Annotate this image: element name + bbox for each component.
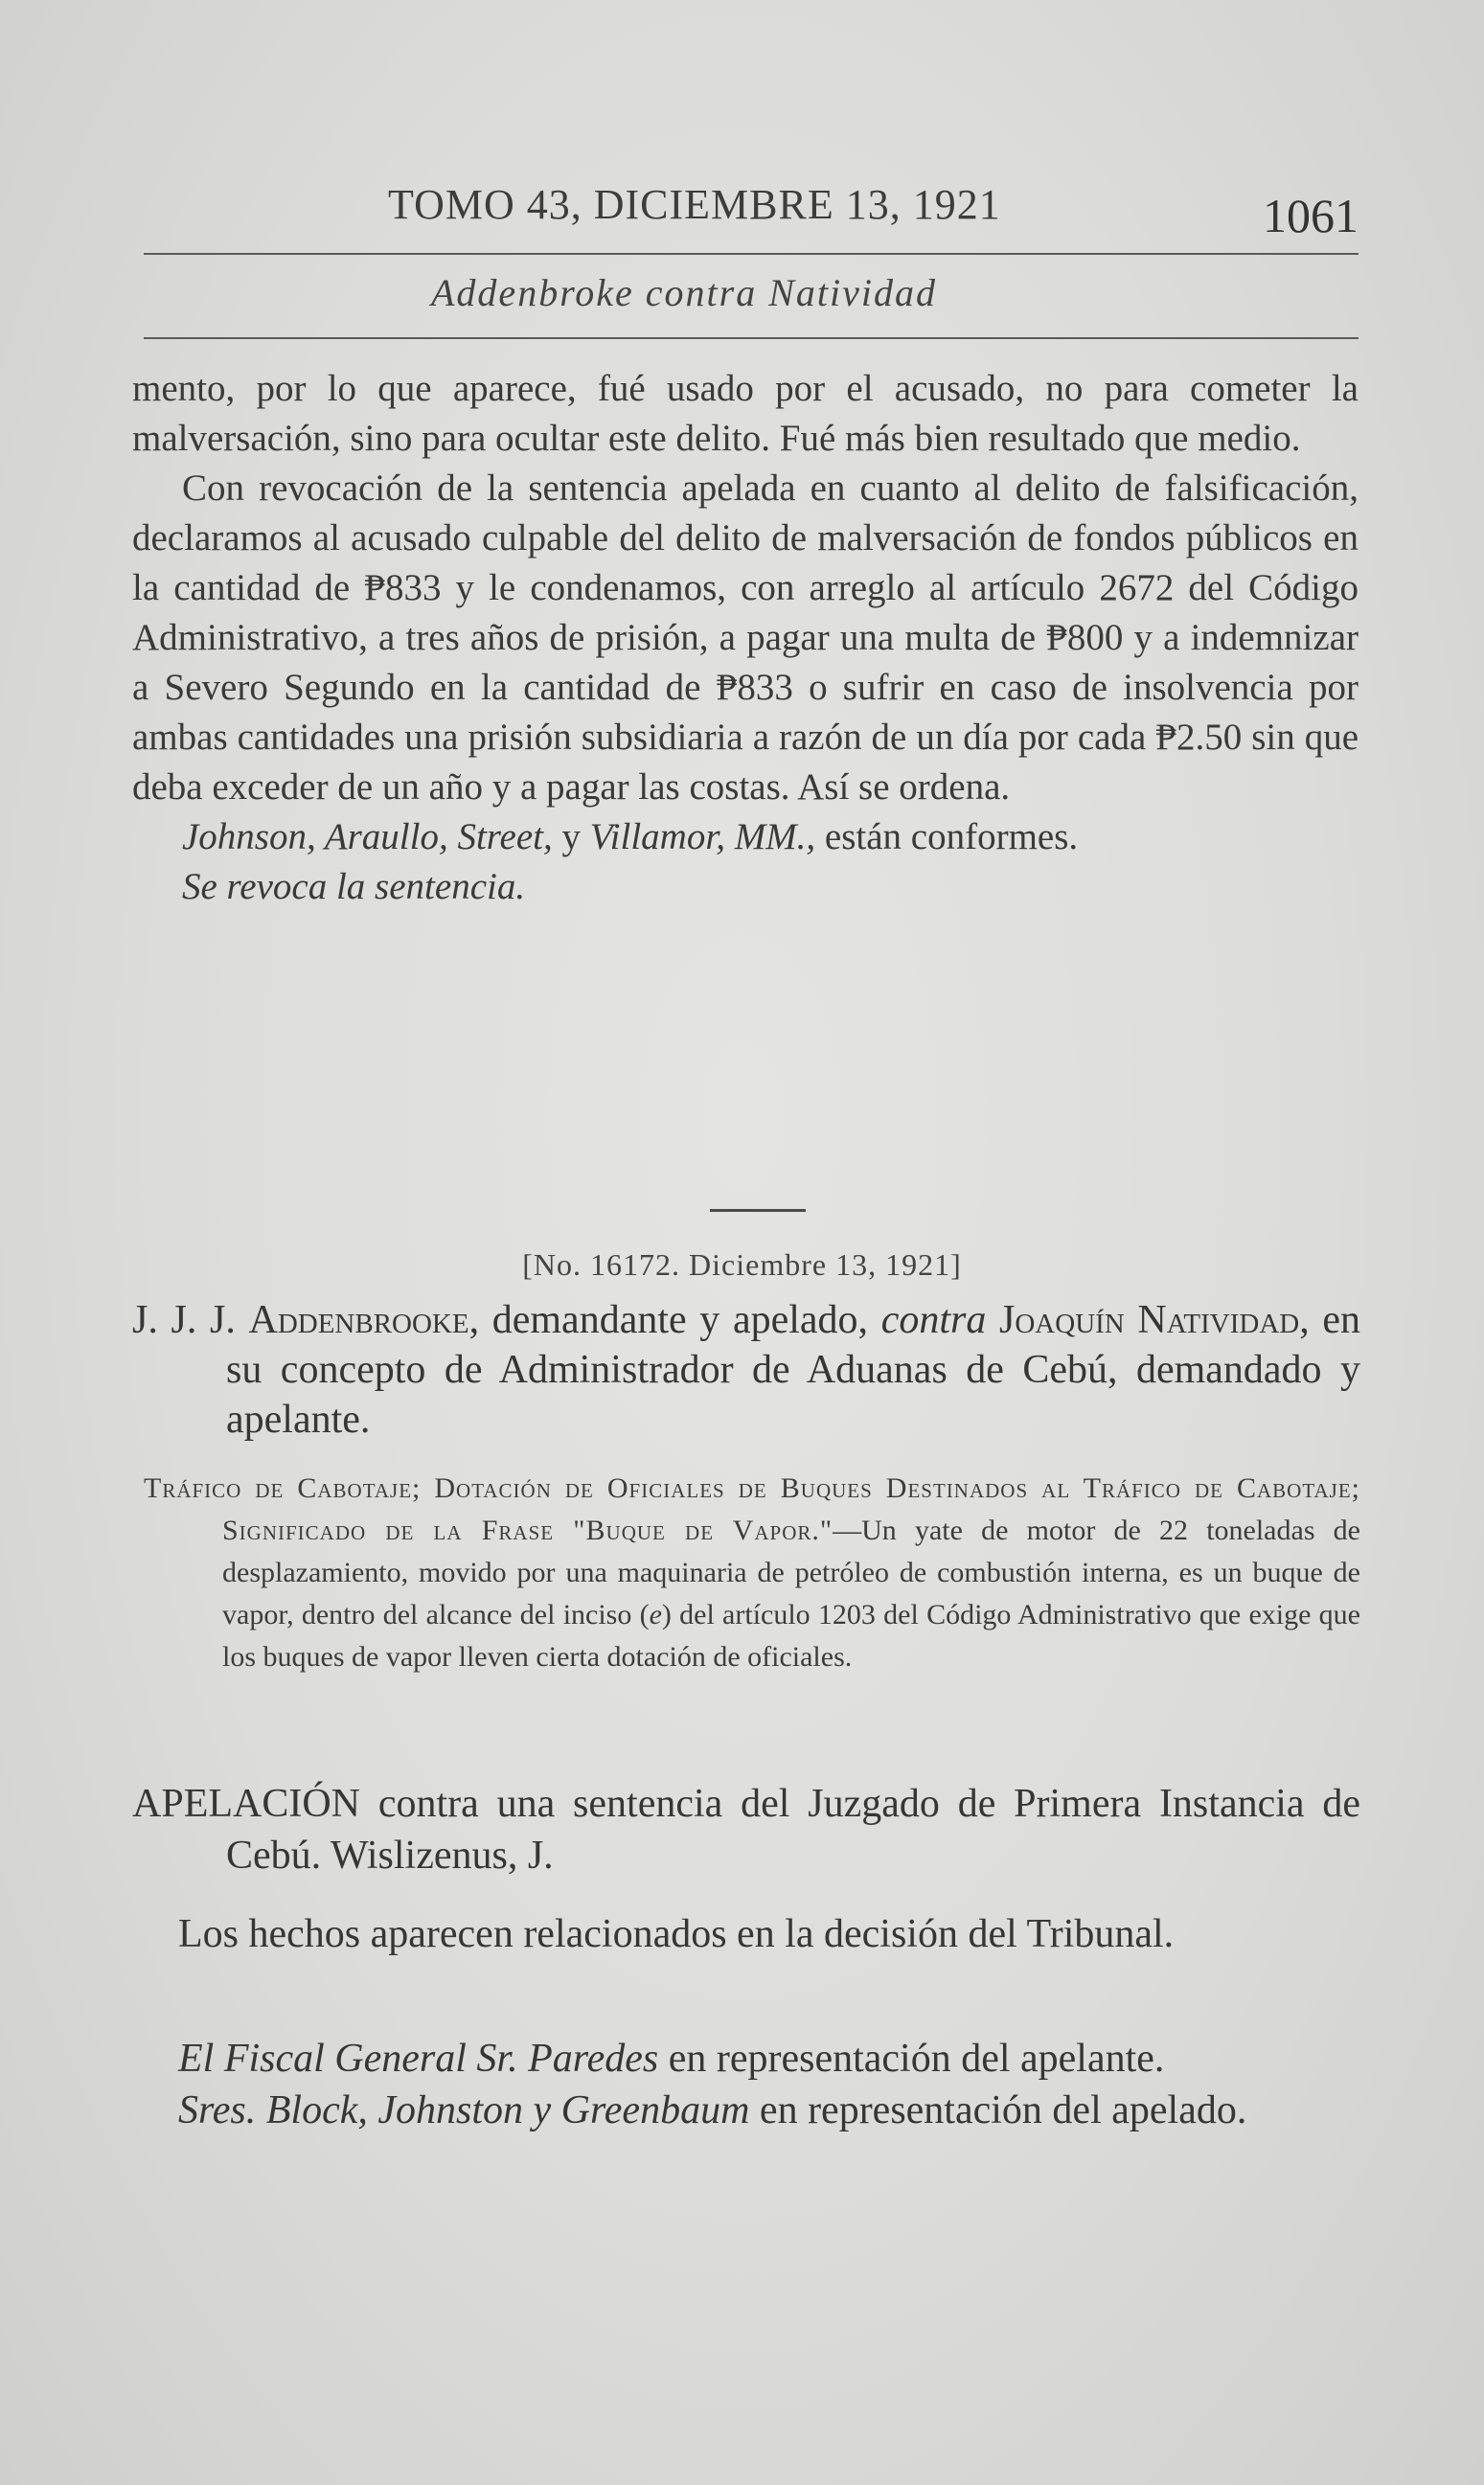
concurrence-paragraph	[132, 812, 1358, 862]
plaintiff-name: Addenbrooke,	[248, 1298, 480, 1342]
case-number: [No. 16172. Diciembre 13, 1921]	[522, 1247, 962, 1282]
concurrence-conjunction: y	[561, 816, 581, 857]
defendant-name: Joaquín Natividad,	[999, 1298, 1310, 1342]
concurring-justices-2: Villamor, MM.,	[589, 816, 816, 857]
opinion-conclusion	[132, 364, 1358, 912]
opinion-paragraph-2: Con revocación de la sentencia apelada en cuanto al delito de falsificación, declaramos al acusado culpable del delito de malversación de fondos públicos en la cantidad de ₱833 y le condenamos, con arreglo al artículo 2672 del Código Administrativo, a tres años de prisión, a pagar una multa de ₱800 y a indemnizar a Severo Segundo en la cantidad de ₱833 o sufrir en caso de insolvencia por ambas cantidades una prisión subsidiaria a razón de un día por cada ₱2.50 sin que deba exceder de un año y a pagar las costas. Así se ordena.	[132, 467, 1358, 808]
appellant-counsel-name: El Fiscal General Sr. Paredes	[178, 2037, 659, 2081]
appellant-counsel-text: en representación del apelante.	[668, 2037, 1165, 2081]
header-bottom-rule	[144, 337, 1358, 339]
syllabus	[144, 1468, 1360, 1678]
concurring-justices: Johnson, Araullo, Street,	[182, 816, 553, 857]
plaintiff-role: demandante y apelado,	[491, 1298, 869, 1342]
contra-label: contra	[880, 1298, 987, 1342]
appellee-counsel-text: en representación del apelado.	[759, 2088, 1247, 2132]
facts-statement	[132, 1908, 1360, 1960]
appellee-counsel	[132, 2085, 1360, 2136]
header-volume-date: TOMO 43, DICIEMBRE 13, 1921	[388, 181, 1001, 228]
syllabus-heading: Tráfico de Cabotaje; Dotación de Oficiales de Buques Destinados al Tráfico de Cabotaje; Significado de la Frase "Buque de Vapor."	[144, 1472, 1360, 1546]
plaintiff-prefix: J. J. J.	[132, 1298, 236, 1342]
parties-paragraph	[132, 1295, 1360, 1445]
counsel-section	[132, 2033, 1360, 2136]
concurrence-text: están conformes.	[824, 816, 1079, 857]
page-number: 1061	[1263, 189, 1358, 242]
appellant-counsel	[132, 2033, 1360, 2085]
syllabus-paragraph	[144, 1468, 1360, 1678]
running-title: Addenbroke contra Natividad	[431, 271, 937, 314]
defendant-role: en su concepto de Administrador de Aduanas de Cebú, demandado y apelante.	[226, 1298, 1361, 1442]
appeal-paragraph: APELACIÓN contra una sentencia del Juzgado de Primera Instancia de Cebú. Wislizenus, J.	[132, 1782, 1360, 1878]
syllabus-italic-letter: e	[649, 1599, 662, 1630]
appeal-statement	[132, 1778, 1360, 1881]
appellee-counsel-name: Sres. Block, Johnston y Greenbaum	[178, 2088, 750, 2132]
opinion-paragraph-1: mento, por lo que aparece, fué usado por el acusado, no para cometer la malversación, sino para ocultar este delito. Fué más bien resultado que medio.	[132, 368, 1358, 459]
section-divider	[710, 1209, 806, 1212]
facts-paragraph: Los hechos aparecen relacionados en la decisión del Tribunal.	[178, 1912, 1175, 1956]
case-parties	[132, 1295, 1360, 1445]
syllabus-text: —Un yate de motor de 22 toneladas de desplazamiento, movido por una maquinaria de petróleo de combustión interna, es un buque de vapor, dentro del alcance del inciso (	[222, 1515, 1360, 1630]
syllabus-text-end: ) del artículo 1203 del Código Administrativo que exige que los buques de vapor lleven cierta dotación de oficiales.	[222, 1599, 1361, 1673]
header-top-rule	[144, 253, 1358, 255]
ruling-statement: Se revoca la sentencia.	[182, 866, 526, 907]
